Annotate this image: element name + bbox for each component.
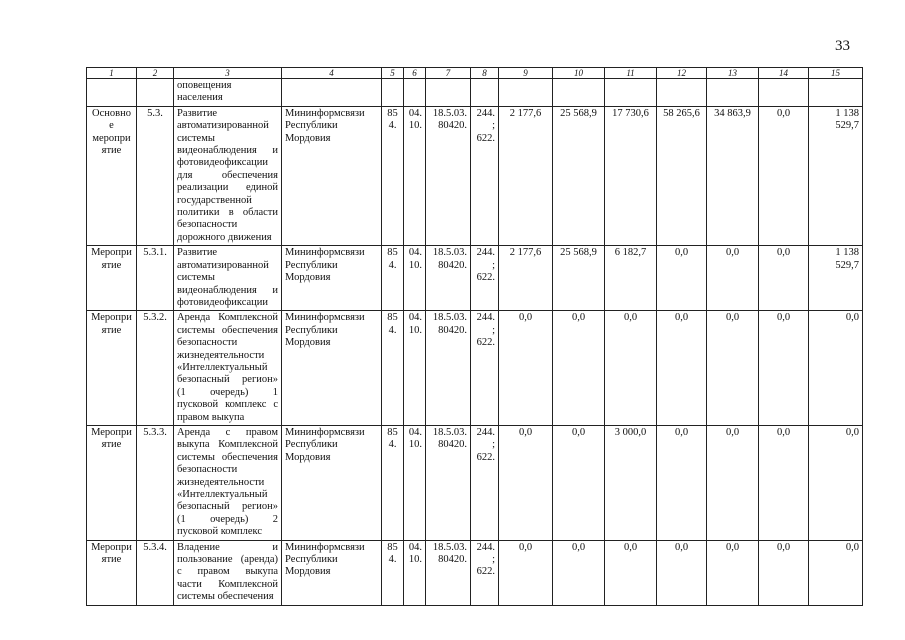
target-article-cell [426,79,471,107]
amount-col15-cell: 0,0 [809,425,863,540]
amount-col15-cell: 1 138 529,7 [809,246,863,311]
amount-col11-cell [605,79,657,107]
amount-col14-cell: 0,0 [759,425,809,540]
amount-col14-cell: 0,0 [759,246,809,311]
amount-col15-cell: 1 138 529,7 [809,106,863,245]
amount-col9-cell: 2 177,6 [499,106,553,245]
page-number: 33 [835,38,850,54]
target-article-cell: 18.5.03. 80420. [426,246,471,311]
activity-code-cell: 5.3.1. [137,246,174,311]
amount-col11-cell: 0,0 [605,540,657,605]
amount-col12-cell: 0,0 [657,246,707,311]
column-number: 15 [809,68,863,79]
table-row [87,246,863,311]
amount-col13-cell: 0,0 [707,425,759,540]
amount-col14-cell: 0,0 [759,106,809,245]
section-code-cell: 04. 10. [404,246,426,311]
section-code-cell: 04. 10. [404,106,426,245]
amount-col9-cell: 2 177,6 [499,246,553,311]
table-row [87,540,863,605]
amount-col9-cell: 0,0 [499,311,553,426]
expense-type-cell: 244.; 622. [471,311,499,426]
amount-col15-cell: 0,0 [809,311,863,426]
activity-name-cell: оповещения населения [174,79,282,107]
target-article-cell: 18.5.03. 80420. [426,106,471,245]
activity-type-cell: Мероприятие [87,540,137,605]
amount-col12-cell: 0,0 [657,311,707,426]
activity-type-cell: Мероприятие [87,425,137,540]
amount-col15-cell [809,79,863,107]
budget-table [86,67,863,606]
table-row [87,106,863,245]
expense-type-cell: 244.; 622. [471,425,499,540]
column-number: 9 [499,68,553,79]
amount-col12-cell: 0,0 [657,425,707,540]
column-number: 11 [605,68,657,79]
activity-type-cell: Мероприятие [87,246,137,311]
activity-name-cell: Аренда Комплексной системы обеспечения безопасности жизнедеятельности «Интеллектуальный безопасный регион» (1 очередь) 1 пусковой комплекс с правом выкупа [174,311,282,426]
table-row [87,79,863,107]
column-number: 1 [87,68,137,79]
column-number: 14 [759,68,809,79]
expense-type-cell: 244.; 622. [471,540,499,605]
expense-type-cell: 244.; 622. [471,106,499,245]
amount-col11-cell: 0,0 [605,311,657,426]
column-number: 8 [471,68,499,79]
grbs-code-cell: 854. [382,540,404,605]
column-number: 10 [553,68,605,79]
expense-type-cell: 244.; 622. [471,246,499,311]
amount-col10-cell: 25 568,9 [553,246,605,311]
amount-col13-cell: 34 863,9 [707,106,759,245]
column-number: 2 [137,68,174,79]
column-number-row [87,68,863,79]
activity-code-cell: 5.3.3. [137,425,174,540]
activity-code-cell [137,79,174,107]
section-code-cell: 04. 10. [404,425,426,540]
amount-col14-cell: 0,0 [759,540,809,605]
amount-col12-cell: 58 265,6 [657,106,707,245]
activity-type-cell: Основное мероприятие [87,106,137,245]
grbs-code-cell: 854. [382,311,404,426]
column-number: 12 [657,68,707,79]
grbs-code-cell: 854. [382,425,404,540]
amount-col11-cell: 3 000,0 [605,425,657,540]
column-number: 6 [404,68,426,79]
amount-col14-cell: 0,0 [759,311,809,426]
table-row [87,311,863,426]
executor-cell: Мининформсвязи Республики Мордовия [282,106,382,245]
activity-code-cell: 5.3. [137,106,174,245]
target-article-cell: 18.5.03. 80420. [426,311,471,426]
activity-name-cell: Владение и пользование (аренда) с правом выкупа части Комплексной системы обеспечения [174,540,282,605]
activity-code-cell: 5.3.4. [137,540,174,605]
amount-col10-cell: 0,0 [553,540,605,605]
target-article-cell: 18.5.03. 80420. [426,425,471,540]
amount-col13-cell: 0,0 [707,540,759,605]
activity-type-cell: Мероприятие [87,311,137,426]
executor-cell: Мининформсвязи Республики Мордовия [282,540,382,605]
activity-name-cell: Аренда с правом выкупа Комплексной системы обеспечения безопасности жизнедеятельности «Интеллектуальный безопасный регион» (1 очередь) 2 пусковой комплекс [174,425,282,540]
executor-cell [282,79,382,107]
amount-col9-cell [499,79,553,107]
column-number: 13 [707,68,759,79]
amount-col11-cell: 6 182,7 [605,246,657,311]
executor-cell: Мининформсвязи Республики Мордовия [282,311,382,426]
section-code-cell: 04. 10. [404,540,426,605]
activity-name-cell: Развитие автоматизированной системы видеонаблюдения и фотовидеофиксации [174,246,282,311]
amount-col14-cell [759,79,809,107]
amount-col13-cell: 0,0 [707,246,759,311]
expense-type-cell [471,79,499,107]
amount-col12-cell: 0,0 [657,540,707,605]
executor-cell: Мининформсвязи Республики Мордовия [282,425,382,540]
activity-name-cell: Развитие автоматизированной системы видеонаблюдения и фотовидеофиксации для обеспечения реализации единой государственной политики в области безопасности дорожного движения [174,106,282,245]
amount-col10-cell: 0,0 [553,311,605,426]
amount-col9-cell: 0,0 [499,540,553,605]
column-number: 7 [426,68,471,79]
activity-type-cell [87,79,137,107]
executor-cell: Мининформсвязи Республики Мордовия [282,246,382,311]
grbs-code-cell: 854. [382,106,404,245]
amount-col15-cell: 0,0 [809,540,863,605]
column-number: 3 [174,68,282,79]
amount-col10-cell: 0,0 [553,425,605,540]
amount-col12-cell [657,79,707,107]
column-number: 4 [282,68,382,79]
section-code-cell: 04. 10. [404,311,426,426]
activity-code-cell: 5.3.2. [137,311,174,426]
target-article-cell: 18.5.03. 80420. [426,540,471,605]
amount-col13-cell [707,79,759,107]
amount-col13-cell: 0,0 [707,311,759,426]
amount-col11-cell: 17 730,6 [605,106,657,245]
column-number: 5 [382,68,404,79]
section-code-cell [404,79,426,107]
amount-col10-cell: 25 568,9 [553,106,605,245]
grbs-code-cell [382,79,404,107]
amount-col10-cell [553,79,605,107]
amount-col9-cell: 0,0 [499,425,553,540]
table-row [87,425,863,540]
grbs-code-cell: 854. [382,246,404,311]
